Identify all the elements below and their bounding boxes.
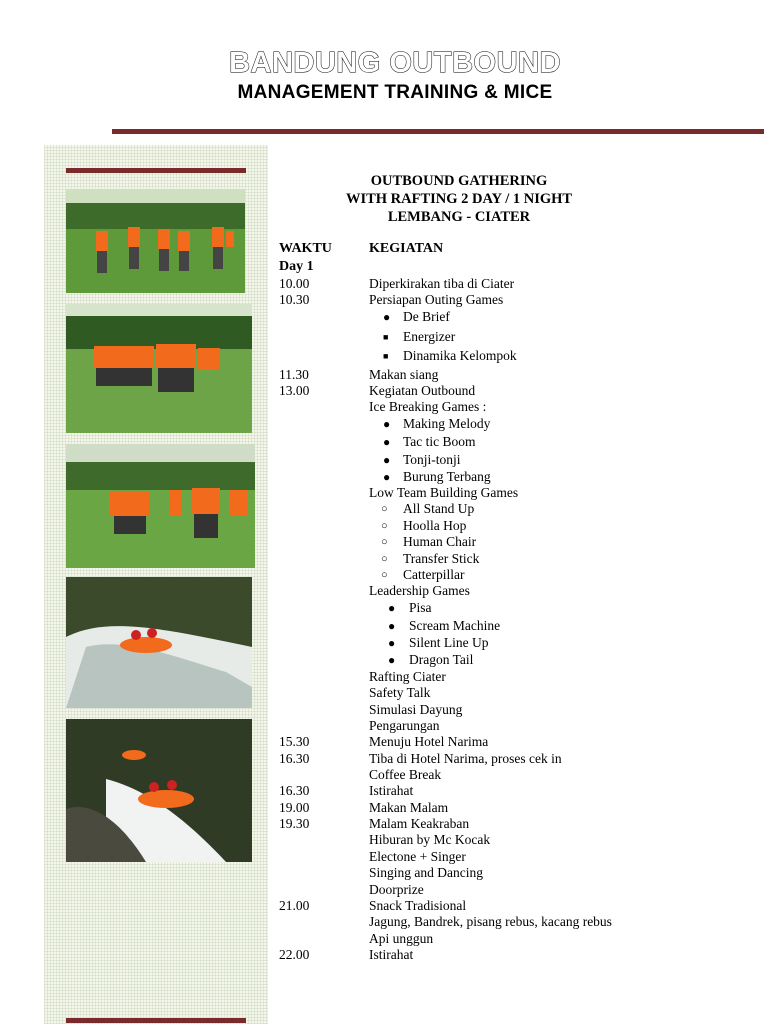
list-item: Catterpillar (403, 567, 465, 582)
activity-cell: Istirahat (369, 783, 414, 798)
activity-cell: Tiba di Hotel Narima, proses cek in (369, 751, 562, 766)
time-cell: 15.30 (279, 734, 310, 749)
list-item: Dragon Tail (409, 652, 474, 667)
list-item: Tonji-tonji (403, 452, 461, 467)
bullet-circle: ○ (381, 569, 388, 581)
bullet-disc: ● (388, 601, 396, 615)
list-item: Pisa (409, 600, 432, 615)
page-subtitle: MANAGEMENT TRAINING & MICE (237, 82, 553, 103)
bullet-square: ■ (383, 351, 389, 361)
time-cell: 19.00 (279, 800, 310, 815)
activity-line: Safety Talk (369, 685, 431, 700)
activity-line: Electone + Singer (369, 849, 466, 864)
bullet-disc: ● (383, 310, 391, 324)
activity-line: Singing and Dancing (369, 865, 483, 880)
list-item: Human Chair (403, 534, 477, 549)
activity-cell: Persiapan Outing Games (369, 292, 504, 307)
bullet-disc: ● (383, 470, 391, 484)
bullet-disc: ● (388, 619, 396, 633)
program-heading-line-2: WITH RAFTING 2 DAY / 1 NIGHT (345, 191, 573, 207)
time-cell: 10.00 (279, 276, 310, 291)
day-label: Day 1 (279, 259, 314, 274)
list-item: Tac tic Boom (403, 434, 476, 449)
photo-group-field (66, 444, 255, 568)
program-heading-line-3: LEMBANG - CIATER (387, 209, 531, 225)
bullet-disc: ● (388, 653, 396, 667)
sidebar-divider-top (66, 168, 246, 173)
column-header-time: WAKTU (279, 241, 332, 256)
list-item: Silent Line Up (409, 635, 489, 650)
list-item: Energizer (403, 329, 456, 344)
list-item: Making Melody (403, 416, 491, 431)
list-item: Scream Machine (409, 618, 501, 633)
activity-cell: Kegiatan Outbound (369, 383, 476, 398)
time-cell: 10.30 (279, 292, 310, 307)
activity-cell: Diperkirakan tiba di Ciater (369, 276, 515, 291)
activity-line: Hiburan by Mc Kocak (369, 832, 491, 847)
activity-line: Simulasi Dayung (369, 702, 463, 717)
photo-group-cheer (66, 189, 245, 293)
time-cell: 13.00 (279, 383, 310, 398)
activity-cell: Malam Keakraban (369, 816, 470, 831)
time-cell: 21.00 (279, 898, 310, 913)
activity-cell: Makan Malam (369, 800, 449, 815)
section-title-ice-breaking: Ice Breaking Games : (369, 399, 487, 414)
photo-rafting-2 (66, 719, 252, 862)
section-title-low-team-building: Low Team Building Games (369, 485, 519, 500)
bullet-circle: ○ (381, 536, 388, 548)
activity-line: Pengarungan (369, 718, 440, 733)
activity-line: Coffee Break (369, 767, 442, 782)
bullet-disc: ● (383, 417, 391, 431)
activity-line: Api unggun (369, 931, 434, 946)
list-item: Burung Terbang (403, 469, 491, 484)
list-item: Transfer Stick (403, 551, 480, 566)
photo-rafting-1 (66, 577, 252, 708)
activity-line: Doorprize (369, 882, 424, 897)
time-cell: 16.30 (279, 783, 310, 798)
page-title: BANDUNG OUTBOUND (229, 47, 561, 79)
bullet-disc: ● (388, 636, 396, 650)
sidebar-divider-bottom (66, 1018, 246, 1023)
activity-cell: Snack Tradisional (369, 898, 467, 913)
time-cell: 19.30 (279, 816, 310, 831)
bullet-circle: ○ (381, 503, 388, 515)
time-cell: 16.30 (279, 751, 310, 766)
activity-cell: Makan siang (369, 367, 439, 382)
header-divider (112, 129, 764, 134)
time-cell: 22.00 (279, 947, 310, 962)
list-item: Dinamika Kelompok (403, 348, 517, 363)
column-header-activity: KEGIATAN (369, 241, 444, 256)
section-title-leadership: Leadership Games (369, 583, 470, 598)
list-item: De Brief (403, 309, 450, 324)
photo-group-line (66, 304, 252, 433)
bullet-square: ■ (383, 332, 389, 342)
list-item: Hoolla Hop (403, 518, 467, 533)
bullet-disc: ● (383, 453, 391, 467)
bullet-circle: ○ (381, 520, 388, 532)
activity-line: Rafting Ciater (369, 669, 446, 684)
time-cell: 11.30 (279, 367, 309, 382)
program-heading-line-1: OUTBOUND GATHERING (370, 173, 548, 189)
activity-cell: Istirahat (369, 947, 414, 962)
bullet-circle: ○ (381, 553, 388, 565)
activity-cell: Menuju Hotel Narima (369, 734, 489, 749)
activity-line: Jagung, Bandrek, pisang rebus, kacang rebus (369, 914, 612, 929)
list-item: All Stand Up (403, 501, 475, 516)
bullet-disc: ● (383, 435, 391, 449)
